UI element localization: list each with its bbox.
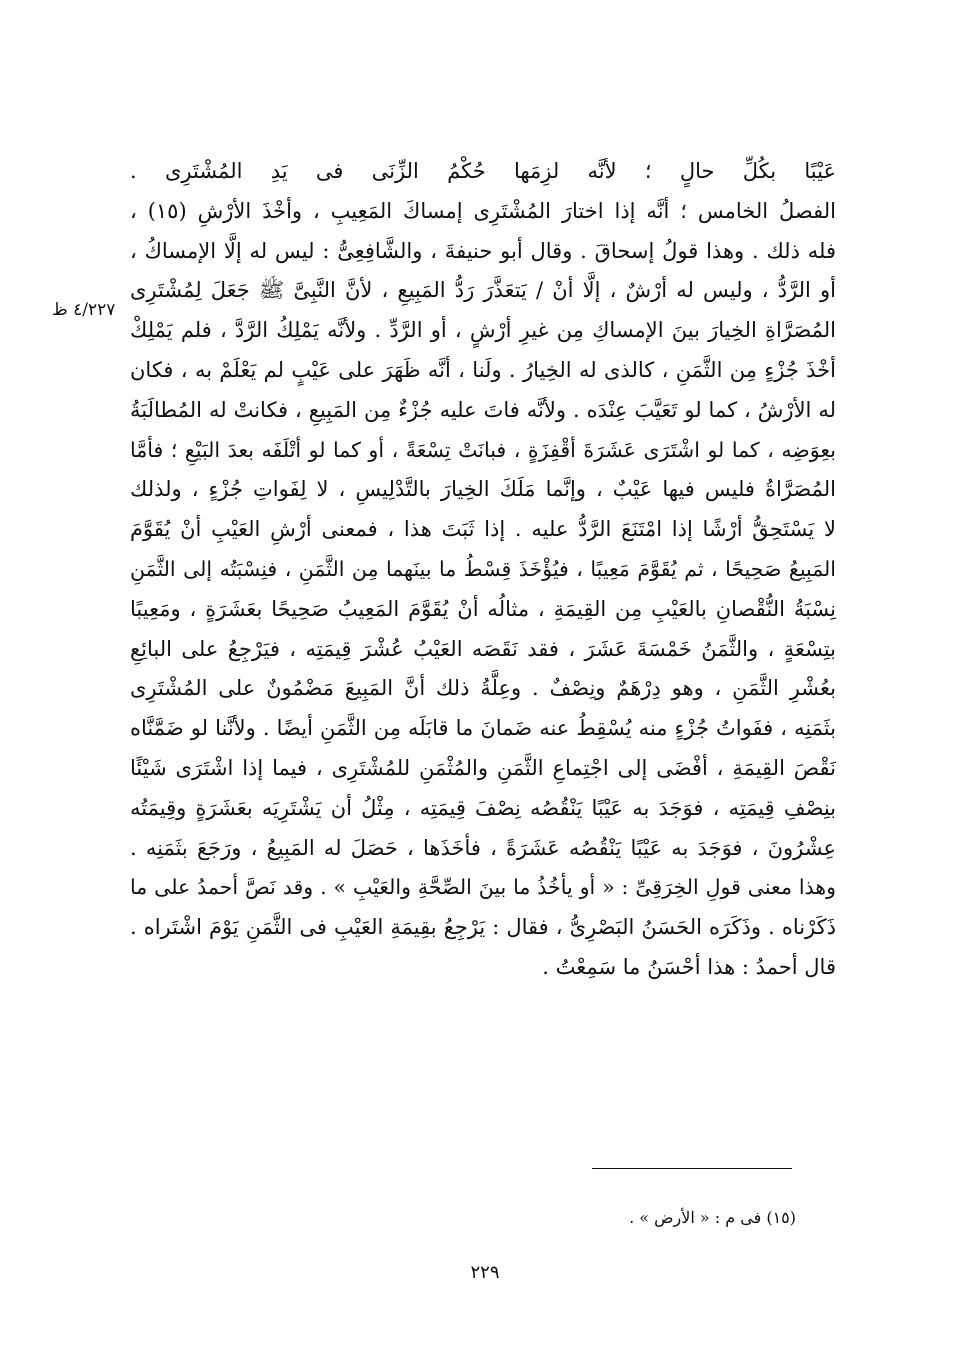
text-line: نَقْصَ القِيمَةِ ، أفْضَى إلى اجْتِماعِ الثَّمَنِ والمُثْمَنِ للمُشْتَرِى ، فيما إذا اشْتَرَى شَيْئًا bbox=[130, 755, 836, 780]
text-line: بتِسْعَةٍ ، والثَّمَنُ خَمْسَةَ عَشَرَ ، فقد نَقَصَه العَيْبُ عُشْرَ قِيمَتِه ، فيَرْجِعُ على البائِعِ bbox=[130, 636, 836, 661]
text-line: ذَكَرْناه . وذَكَرَه الحَسَنُ البَصْرِىُّ ، فقال : يَرْجِعُ بقِيمَةِ العَيْبِ فى الثَّمَنِ يَوْمَ اشْتَراه . bbox=[130, 915, 836, 940]
text-line: له الأرْشُ ، كما لو تَعَيَّبَ عِنْدَه . ولأنَّه فاتَ عليه جُزْءٌ مِن المَبِيعِ ، فكانتْ له المُطالَبَةُ bbox=[130, 397, 836, 422]
text-line: أو الرَّدُّ ، وليس له أرْشٌ ، إلَّا أنْ / يَتعَذَّرَ رَدُّ المَبِيعِ ، لأنَّ النَّبِىَّ ﷺ جَعَلَ لِمُشْتَرِى bbox=[130, 278, 836, 303]
text-line-section-heading: الفصلُ الخامس ؛ أنَّه إذا اختارَ المُشْتَرِى إمساكَ المَعِيبِ ، وأخْذَ الأرْشِ (١٥) ، bbox=[130, 198, 836, 223]
main-text-block bbox=[130, 152, 836, 988]
text-line: أخْذَ جُزْءٍ مِن الثَّمَنِ ، كالذى له الخِيارُ . ولَنا ، أنَّه ظَهَرَ على عَيْبٍ لم يَعْلَمْ به ، فكان bbox=[130, 357, 836, 382]
footnote: (١٥) فى م : « الأرض » . bbox=[629, 1208, 796, 1227]
text-line: المَبِيعُ صَحِيحًا ، ثم يُقَوَّمَ مَعِيبًا ، فيُؤْخَذَ قِسْطُ ما بينَهما مِن الثَّمَنِ ، فنِسْبَتُه إلى الثَّمَنِ bbox=[130, 556, 836, 581]
text-line: بعِوَضِه ، كما لو اشْتَرَى عَشَرَةَ أقْفِزَةٍ ، فبانَتْ تِسْعَةً ، أو كما لو أتْلَفَه بعدَ البَيْعِ ؛ فأمَّا bbox=[130, 437, 836, 462]
text-line-final: قال أحمدُ : هذا أحْسَنُ ما سَمِعْتُ . bbox=[542, 954, 836, 979]
text-line: نِسْبَةُ النُّقْصانِ بالعَيْبِ مِن القِيمَةِ ، مثالُه أنْ يُقَوَّمَ المَعِيبُ صَحِيحًا بعَشَرَةٍ ، ومَعِيبًا bbox=[130, 596, 836, 621]
text-line: عَيْبًا بكُلِّ حالٍ ؛ لأنَّه لزِمَها حُكْمُ الزِّنَى فى يَدِ المُشْتَرِى . bbox=[130, 159, 836, 183]
page-number: ٢٢٩ bbox=[470, 1262, 500, 1283]
text-line: بثَمَنِه ، ففَواتُ جُزْءٍ منه يُسْقِطُ عنه ضَمانَ ما قابَلَه مِن الثَّمَنِ أيضًا . ولأنَّنا لو ضَمَّنَّاه bbox=[130, 716, 836, 741]
text-line: عِشْرُونَ ، فوَجَدَ به عَيْبًا يَنْقُصُه عَشَرَةً ، فأخَذَها ، حَصَلَ له المَبِيعُ ، ورَجَعَ بثَمَنِه . bbox=[130, 835, 836, 860]
margin-folio-reference: ٤/٢٢٧ ظ bbox=[52, 300, 116, 320]
text-line: وهذا معنى قولِ الخِرَقِىِّ : « أو يأخُذُ ما بينَ الصِّحَّةِ والعَيْبِ » . وقد نَصَّ أحمدُ على ما bbox=[130, 875, 836, 900]
text-line: بعُشْرِ الثَّمَنِ ، وهو دِرْهَمٌ ونِصْفٌ . وعِلَّةُ ذلك أنَّ المَبِيعَ مَضْمُونٌ على المُشْتَرِى bbox=[130, 676, 836, 701]
text-line: المُصَرَّاةِ الخِيارَ بينَ الإمساكِ مِن غيرِ أرْشٍ ، أو الرَّدِّ . ولأنَّه يَمْلِكُ الرَّدَّ ، فلم يَمْلِكْ bbox=[130, 318, 836, 343]
text-line: بنِصْفِ قِيمَتِه ، فوَجَدَ به عَيْبًا يَنْقُصُه نِصْفَ قِيمَتِه ، مِثْلُ أن يَشْتَرِيَه بعَشَرَةٍ وقِيمَتُه bbox=[130, 795, 836, 820]
footnote-separator bbox=[592, 1168, 792, 1169]
text-line: فله ذلك . وهذا قولُ إسحاقَ . وقال أبو حنيفةَ ، والشَّافِعِىُّ : ليس له إلَّا الإمساكُ ، bbox=[130, 238, 836, 263]
text-line: لا يَسْتَحِقُّ أرْشًا إذا امْتَنَعَ الرَّدُّ عليه . إذا ثَبَتَ هذا ، فمعنى أرْشِ العَيْبِ أنْ يُقَوَّمَ bbox=[130, 517, 836, 542]
text-line: المُصَرَّاةُ فليس فيها عَيْبٌ ، وإنَّما مَلَكَ الخِيارَ بالتَّدْلِيسِ ، لا لِفَواتِ جُزْءٍ ، ولذلك bbox=[130, 477, 836, 502]
